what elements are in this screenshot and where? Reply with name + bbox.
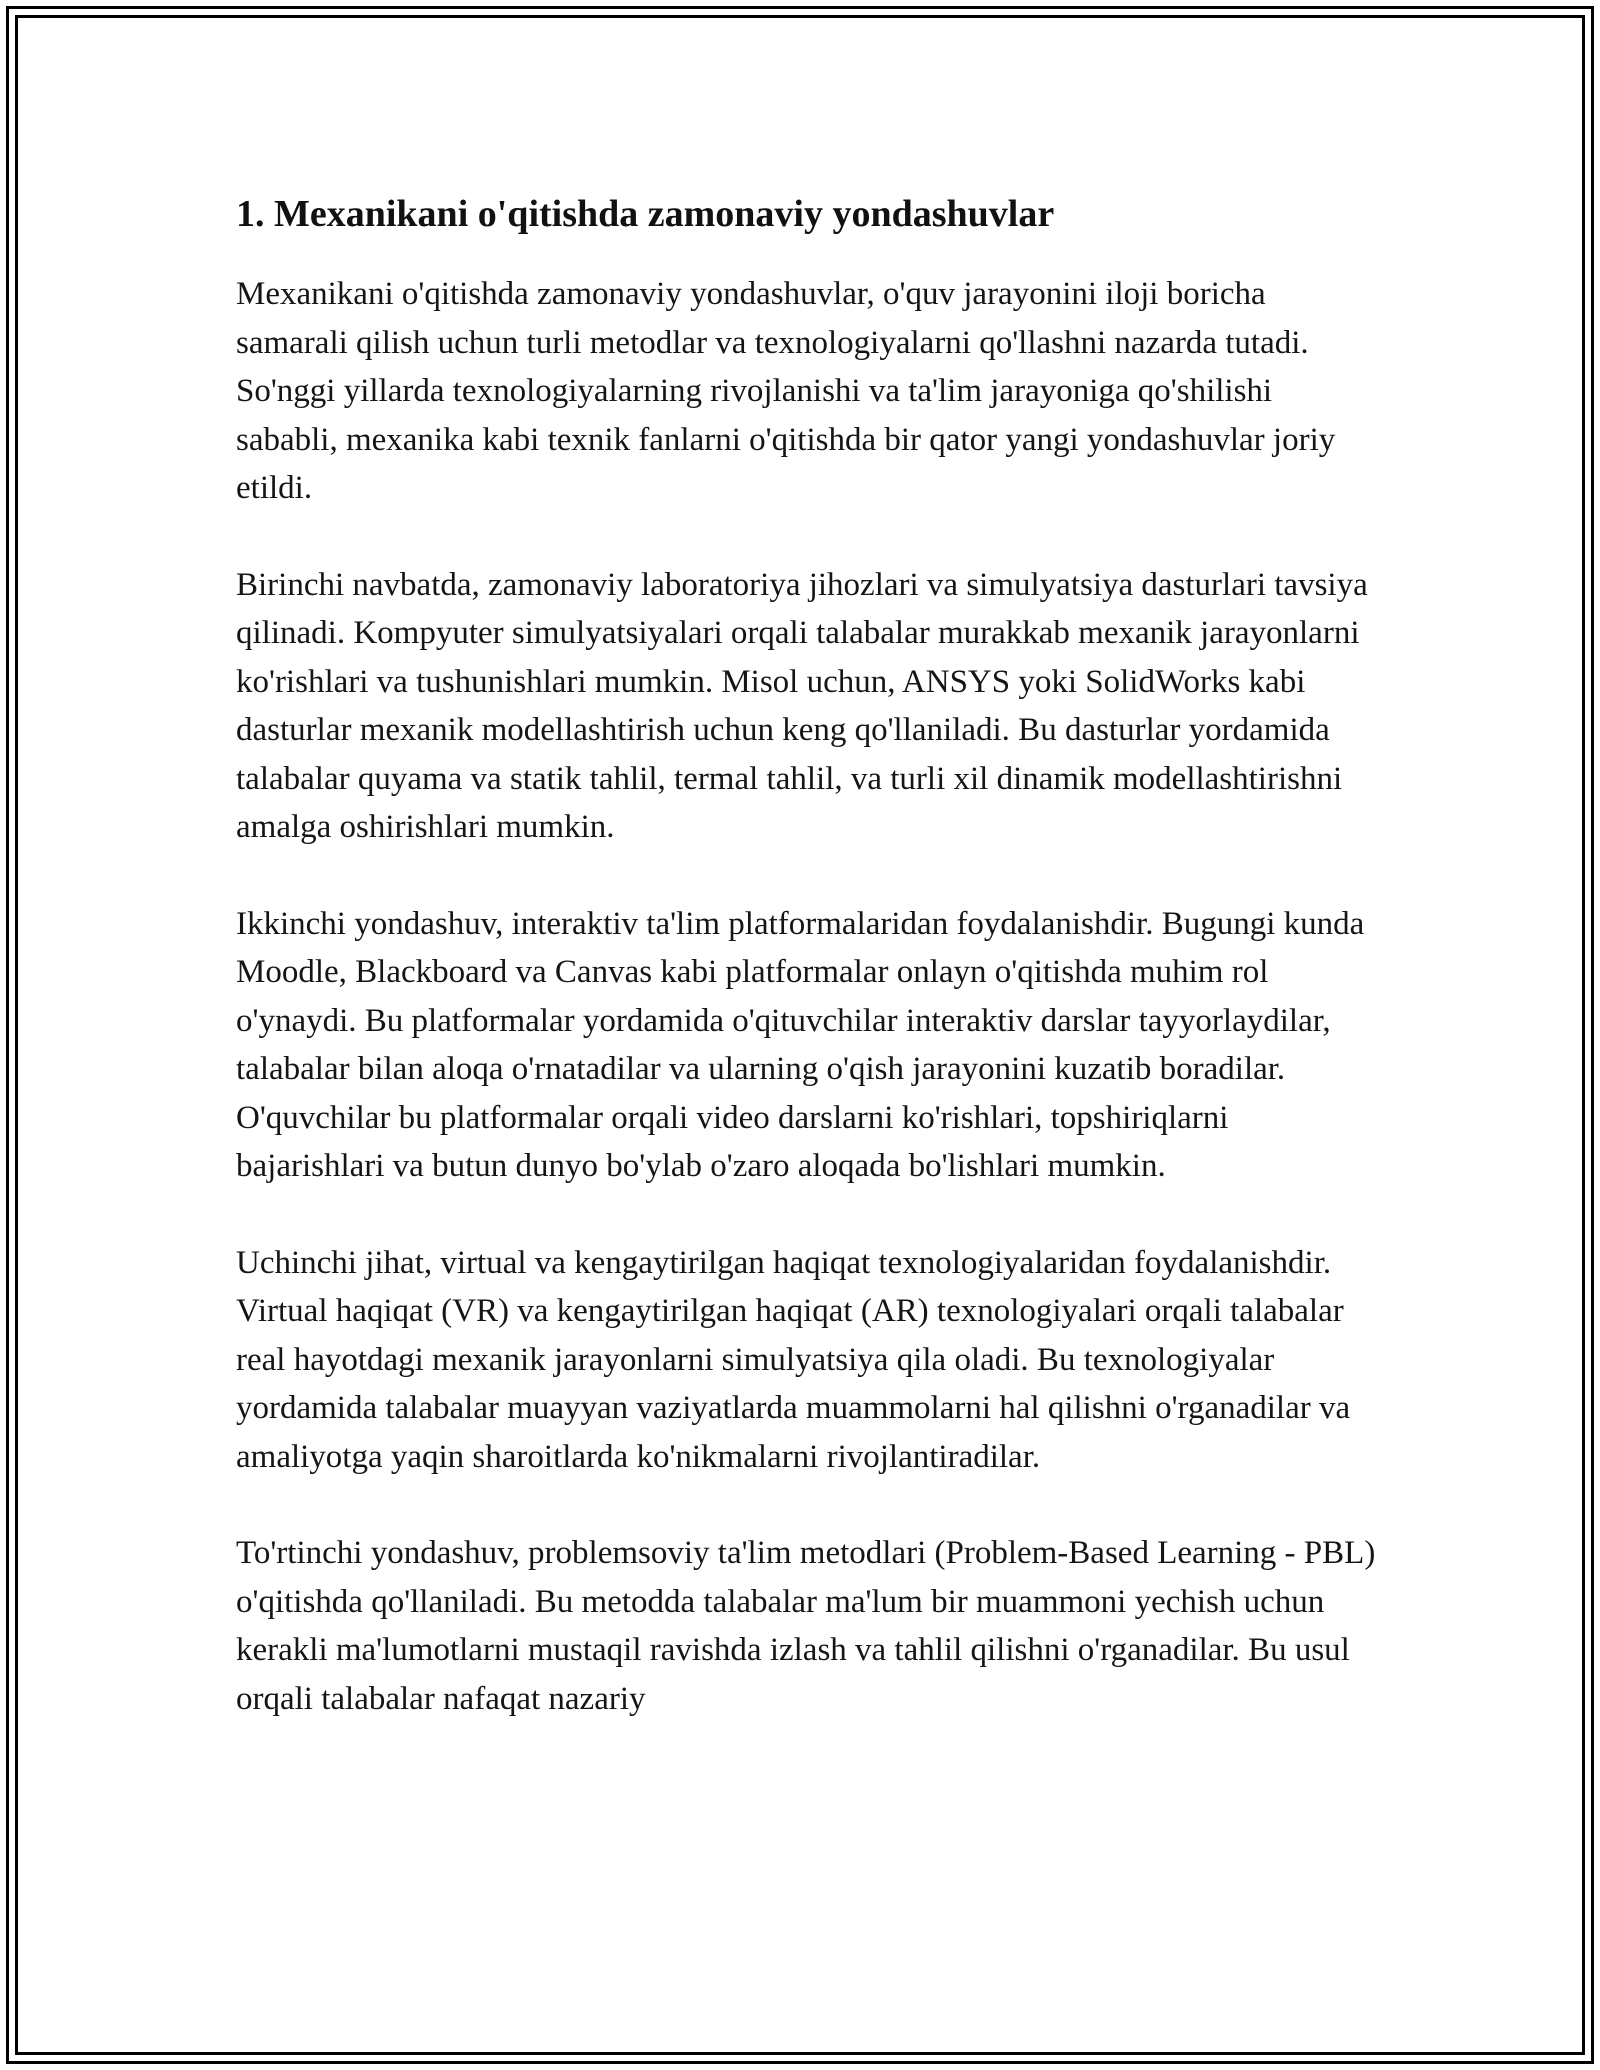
paragraph-second-approach: Ikkinchi yondashuv, interaktiv ta'lim platformalaridan foydalanishdir. Bugungi kunda Moodle, Blackboard va Canvas kabi platformalar onlayn o'qitishda muhim rol o'ynaydi. Bu platformalar yordamida o'qituvchilar interaktiv darslar tayyorlaydilar, talabalar bilan aloqa o'rnatadilar va ularning o'qish jarayonini kuzatib boradilar. O'quvchilar bu platformalar orqali video darslarni ko'rishlari, topshiriqlarni bajarishlari va butun dunyo bo'ylab o'zaro aloqada bo'lishlari mumkin. [236, 905, 1365, 1184]
paragraph-third-approach: Uchinchi jihat, virtual va kengaytirilgan haqiqat texnologiyalaridan foydalanishdir. Virtual haqiqat (VR) va kengaytirilgan haqiqat (AR) texnologiyalari orqali talabalar real hayotdagi mexanik jarayonlarni simulyatsiya qila oladi. Bu texnologiyalar yordamida talabalar muayyan vaziyatlarda muammolarni hal qilishni o'rganadilar va amaliyotga yaqin sharoitlarda ko'nikmalarni rivojlantiradilar. [236, 1244, 1351, 1475]
document-body [236, 186, 1376, 1723]
paragraph-intro: Mexanikani o'qitishda zamonaviy yondashuvlar, o'quv jarayonini iloji boricha samarali qilish uchun turli metodlar va texnologiyalarni qo'llashni nazarda tutadi. So'nggi yillarda texnologiyalarning rivojlanishi va ta'lim jarayoniga qo'shilishi sababli, mexanika kabi texnik fanlarni o'qitishda bir qator yangi yondashuvlar joriy etildi. [236, 276, 1336, 506]
section-heading: 1. Mexanikani o'qitishda zamonaviy yondashuvlar [236, 193, 1055, 235]
paragraph-fourth-approach: To'rtinchi yondashuv, problemsoviy ta'lim metodlari (Problem-Based Learning - PBL) o'qitishda qo'llaniladi. Bu metodda talabalar ma'lum bir muammoni yechish uchun kerakli ma'lumotlarni mustaqil ravishda izlash va tahlil qilishni o'rganadilar. Bu usul orqali talabalar nafaqat nazariy [236, 1535, 1376, 1717]
paragraph-first-approach: Birinchi navbatda, zamonaviy laboratoriya jihozlari va simulyatsiya dasturlari tavsiya qilinadi. Kompyuter simulyatsiyalari orqali talabalar murakkab mexanik jarayonlarni ko'rishlari va tushunishlari mumkin. Misol uchun, ANSYS yoki SolidWorks kabi dasturlar mexanik modellashtirish uchun keng qo'llaniladi. Bu dasturlar yordamida talabalar quyama va statik tahlil, termal tahlil, va turli xil dinamik modellashtirishni amalga oshirishlari mumkin. [236, 566, 1368, 845]
